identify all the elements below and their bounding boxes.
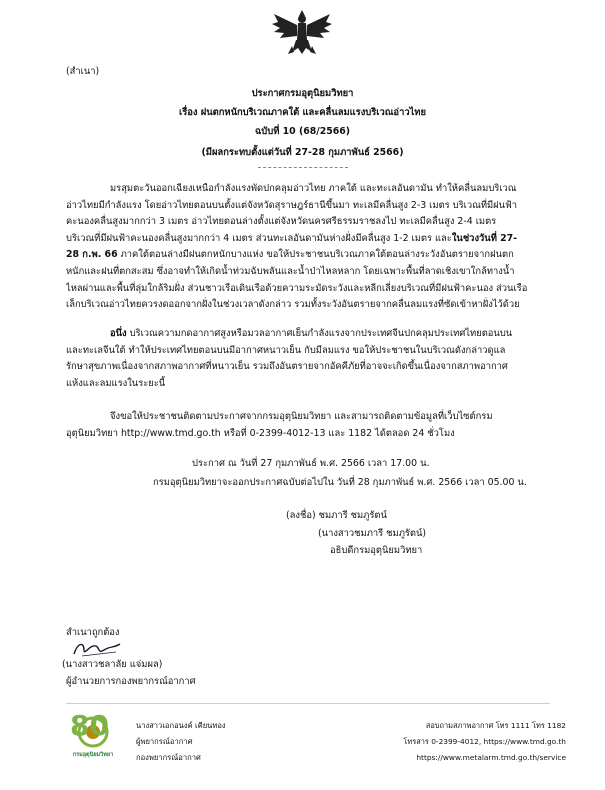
- effective-date: (มีผลกระทบตั้งแต่วันที่ 27-28 กุมภาพันธ์ 2566): [201, 147, 404, 158]
- highlight-date: 28 ก.พ. 66: [66, 249, 118, 261]
- tmd-80-logo: [66, 709, 120, 762]
- paragraph-line: จึงขอให้ประชาชนติดตามประกาศจากกรมอุตุนิยมวิทยา และสามารถติดตามข้อมูลที่เว็บไซต์กรม: [110, 411, 493, 422]
- hotline-text: สอบถามสภาพอากาศ โทร 1111 โทร 1182: [425, 721, 566, 730]
- paragraph-line: [66, 247, 550, 264]
- paragraph-line: ไหลผ่านและพื้นที่ลุ่มใกล้ริมฝั่ง ส่วนชาวเรือเดินเรือด้วยความระมัดระวังและหลีกเลี่ยงบริเวณที่มีฝนฟ้าคะนอง ส่วนเรือ: [66, 282, 528, 294]
- footer-left: [136, 718, 226, 766]
- handwritten-signature-icon: [70, 638, 130, 660]
- document-title: ประกาศกรมอุตุนิยมวิทยา: [251, 88, 354, 99]
- next-announce-time: กรมอุตุนิยมวิทยาจะออกประกาศฉบับต่อไปใน วันที่ 28 กุมภาพันธ์ พ.ศ. 2566 เวลา 05.00 น.: [153, 477, 527, 488]
- paragraph-line: [66, 326, 550, 343]
- footer-right: [355, 718, 566, 766]
- logo-text: กรมอุตุนิยมวิทยา: [72, 752, 114, 758]
- highlight-date: ในช่วงวันที่ 27-: [451, 232, 518, 244]
- paragraph-line: คะนองคลื่นสูงมากกว่า 3 เมตร อ่าวไทยตอนล่างตั้งแต่จังหวัดนครศรีธรรมราชลงไป ทะเลมีคลื่นสูง 2-4 เมตร: [66, 216, 497, 228]
- paragraph-contact: [66, 409, 550, 442]
- certify-label: สำเนาถูกต้อง: [66, 627, 120, 638]
- metalarm-link[interactable]: https://www.metalarm.tmd.go.th/service: [416, 753, 566, 762]
- footer-divider: [66, 703, 550, 704]
- paragraph-monsoon: [66, 181, 550, 314]
- forecaster-position: ผู้พยากรณ์อากาศ: [136, 737, 193, 746]
- paragraph-line: แห้งและลมแรงในระยะนี้: [66, 377, 166, 389]
- garuda-emblem-icon: [270, 8, 334, 56]
- copy-label: (สำเนา): [66, 66, 100, 77]
- paragraph-line: [66, 231, 550, 248]
- paragraph-line: มรสุมตะวันออกเฉียงเหนือกำลังแรงพัดปกคลุมอ่าวไทย ภาคใต้ และทะเลอันดามัน ทำให้คลื่นลมบริเวณ: [110, 183, 517, 194]
- forecaster-division: กองพยากรณ์อากาศ: [136, 753, 201, 762]
- certify-position: ผู้อำนวยการกองพยากรณ์อากาศ: [66, 676, 196, 687]
- paragraph-text: ภาคใต้ตอนล่างมีฝนตกหนักบางแห่ง ขอให้ประชาชนบริเวณภาคใต้ตอนล่างระวังอันตรายจากฝนตก: [117, 249, 514, 261]
- paragraph-line: รักษาสุขภาพเนื่องจากสภาพอากาศที่หนาวเย็น รวมถึงอันตรายจากอัคคีภัยที่อาจจะเกิดขึ้นเนื่องจากสภาพอากาศ: [66, 361, 508, 373]
- paragraph-text: บริเวณที่มีฝนฟ้าคะนองคลื่นสูงมากกว่า 4 เมตร ส่วนทะเลอันดามันห่างฝั่งมีคลื่นสูง 1-2 เมตร และ: [66, 232, 452, 244]
- paragraph-cold-air: [66, 326, 550, 392]
- paragraph-line: อุตุนิยมวิทยา http://www.tmd.go.th หรือที่ 0-2399-4012-13 และ 1182 ได้ตลอด 24 ชั่วโมง: [66, 427, 455, 439]
- paragraph-line: อ่าวไทยมีกำลังแรง โดยอ่าวไทยตอนบนตั้งแต่จังหวัดสุราษฎร์ธานีขึ้นมา ทะเลมีคลื่นสูง 2-3 เมตร บริเวณที่มีฝนฟ้า: [66, 199, 517, 211]
- issue-number: ฉบับที่ 10 (68/2566): [254, 126, 351, 137]
- logo-number: 80: [70, 709, 109, 742]
- signer-name: (นางสาวชมภารี ชมภูรัตน์): [318, 528, 427, 539]
- signed-line: (ลงชื่อ) ชมภารี ชมภูรัตน์: [286, 510, 387, 521]
- paragraph-line: หนักและฝนที่ตกสะสม ซึ่งอาจทำให้เกิดน้ำท่วมฉับพลันและน้ำป่าไหลหลาก โดยเฉพาะพื้นที่ลาดเชิงเขาใกล้ทางน้ำ: [66, 265, 515, 277]
- paragraph-lead: อนึ่ง: [110, 328, 127, 339]
- document-subject: เรื่อง ฝนตกหนักบริเวณภาคใต้ และคลื่นลมแรงบริเวณอ่าวไทย: [179, 107, 426, 118]
- fax-website-text[interactable]: โทรสาร 0-2399-4012, https://www.tmd.go.th: [403, 737, 566, 746]
- announce-time: ประกาศ ณ วันที่ 27 กุมภาพันธ์ พ.ศ. 2566 เวลา 17.00 น.: [192, 458, 430, 469]
- signer-position: อธิบดีกรมอุตุนิยมวิทยา: [330, 545, 423, 556]
- paragraph-line: และทะเลจีนใต้ ทำให้ประเทศไทยตอนบนมีอากาศหนาวเย็น กับมีลมแรง ขอให้ประชาชนในบริเวณดังกล่าวดูแล: [66, 344, 506, 356]
- paragraph-text: บริเวณความกดอากาศสูงหรือมวลอากาศเย็นกำลังแรงจากประเทศจีนปกคลุมประเทศไทยตอนบน: [126, 328, 513, 339]
- certify-name: (นางสาวชลาลัย แจ่มผล): [62, 659, 163, 670]
- paragraph-line: เล็กบริเวณอ่าวไทยควรงดออกจากฝั่งในช่วงเวลาดังกล่าว รวมทั้งระวังอันตรายจากคลื่นลมแรงที่ซัดเข้าหาฝั่งไว้ด้วย: [66, 299, 520, 311]
- forecaster-name: นางสาวเอกอนงค์ เคียนทอง: [136, 721, 226, 730]
- title-divider: [258, 167, 348, 168]
